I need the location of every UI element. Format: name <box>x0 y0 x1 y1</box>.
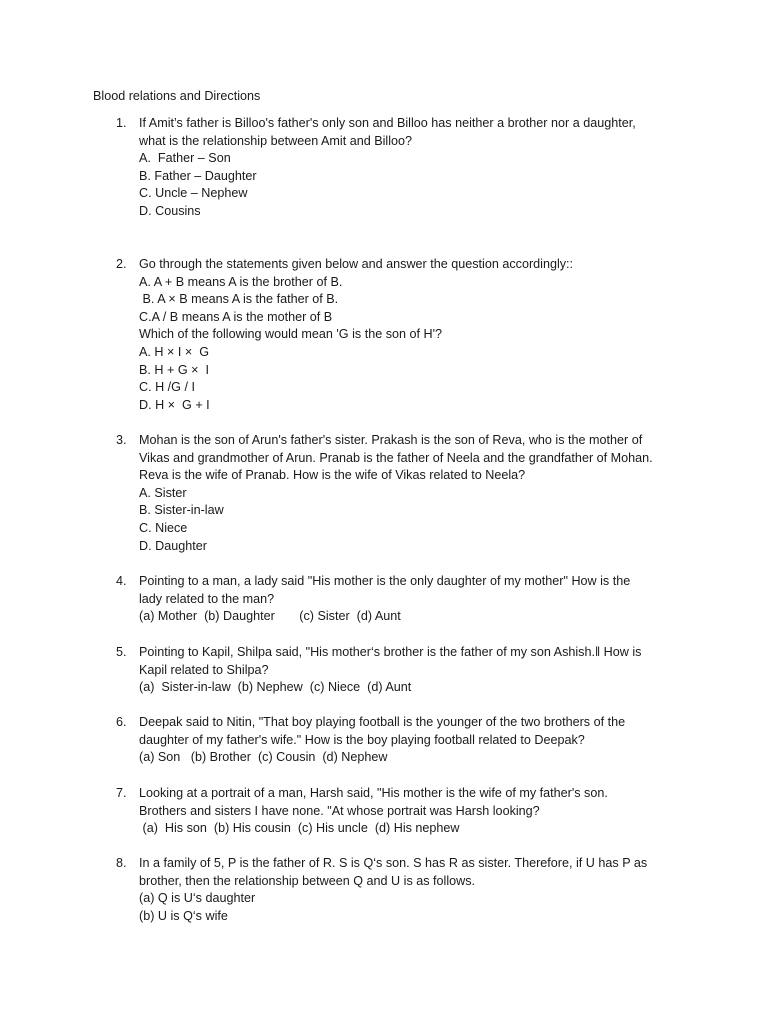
question-text: Pointing to a man, a lady said "His mother is the only daughter of my mother" How is the <box>139 574 631 588</box>
question-body <box>139 785 684 838</box>
question-text: Mohan is the son of Arun's father's sister. Prakash is the son of Reva, who is the mother of <box>139 433 643 447</box>
question-text: daughter of my father's wife." How is the boy playing football related to Deepak? <box>139 732 585 747</box>
answer-option: C. Niece <box>139 520 188 535</box>
answer-option: (b) U is Q‘s wife <box>139 908 228 923</box>
question-body <box>139 115 684 221</box>
question-number: 3. <box>116 433 127 447</box>
answer-options: (a) Sister-in-law (b) Nephew (c) Niece (d) Aunt <box>139 680 412 695</box>
question-text: lady related to the man? <box>139 591 275 606</box>
answer-option: A. Father – Son <box>139 151 231 166</box>
statement-line: A. A + B means A is the brother of B. <box>139 274 343 289</box>
question-number: 2. <box>116 257 127 271</box>
question-text: Brothers and sisters I have none. "At whose portrait was Harsh looking? <box>139 803 540 818</box>
question-text: Reva is the wife of Pranab. How is the wife of Vikas related to Neela? <box>139 468 526 483</box>
question-body <box>139 644 684 697</box>
statement-line: C.A / B means A is the mother of B <box>139 309 333 324</box>
answer-option: C. Uncle – Nephew <box>139 186 248 201</box>
question-number: 5. <box>116 645 127 659</box>
question-text: Pointing to Kapil, Shilpa said, "His mother‘s brother is the father of my son Ashish.‖ How is <box>139 645 642 659</box>
question-number: 4. <box>116 574 127 588</box>
answer-options: (a) Son (b) Brother (c) Cousin (d) Nephew <box>139 750 388 765</box>
answer-option: D. Daughter <box>139 538 207 553</box>
question-text: brother, then the relationship between Q and U is as follows. <box>139 873 476 888</box>
question-number: 8. <box>116 856 127 870</box>
statement-line: B. A × B means A is the father of B. <box>139 292 339 307</box>
answer-option: A. H × I × G <box>139 344 209 359</box>
answer-options: (a) Mother (b) Daughter (c) Sister (d) Aunt <box>139 609 401 624</box>
question-text: Looking at a portrait of a man, Harsh said, "His mother is the wife of my father's son. <box>139 786 608 800</box>
question-number: 1. <box>116 116 127 130</box>
question-body <box>139 855 684 925</box>
question-body <box>139 714 684 767</box>
question-number: 7. <box>116 786 127 800</box>
question-text: If Amit’s father is Billoo's father's only son and Billoo has neither a brother nor a daughter, <box>139 116 636 130</box>
answer-options: (a) His son (b) His cousin (c) His uncle (d) His nephew <box>139 821 460 836</box>
question-text: what is the relationship between Amit and Billoo? <box>139 133 413 148</box>
question-text: In a family of 5, P is the father of R. S is Q‘s son. S has R as sister. Therefore, if U has P as <box>139 856 648 870</box>
question-text: Go through the statements given below and answer the question accordingly:: <box>139 257 574 271</box>
question-text: Vikas and grandmother of Arun. Pranab is the father of Neela and the grandfather of Mohan. <box>139 450 653 465</box>
answer-option: B. Father – Daughter <box>139 168 257 183</box>
question-text: Kapil related to Shilpa? <box>139 662 269 677</box>
answer-option: B. H + G × I <box>139 362 209 377</box>
question-body <box>139 256 684 414</box>
answer-option: B. Sister-in-law <box>139 503 224 518</box>
answer-option: C. H /G / I <box>139 380 195 395</box>
question-body <box>139 573 684 626</box>
question-body <box>139 432 684 555</box>
question-text: Deepak said to Nitin, "That boy playing football is the younger of the two brothers of the <box>139 715 626 729</box>
answer-option: (a) Q is U‘s daughter <box>139 891 256 906</box>
answer-option: A. Sister <box>139 485 187 500</box>
question-number: 6. <box>116 715 127 729</box>
answer-option: D. H × G + I <box>139 397 210 412</box>
answer-option: D. Cousins <box>139 203 201 218</box>
document-title: Blood relations and Directions <box>93 89 261 103</box>
question-text: Which of the following would mean 'G is the son of H'? <box>139 327 443 342</box>
